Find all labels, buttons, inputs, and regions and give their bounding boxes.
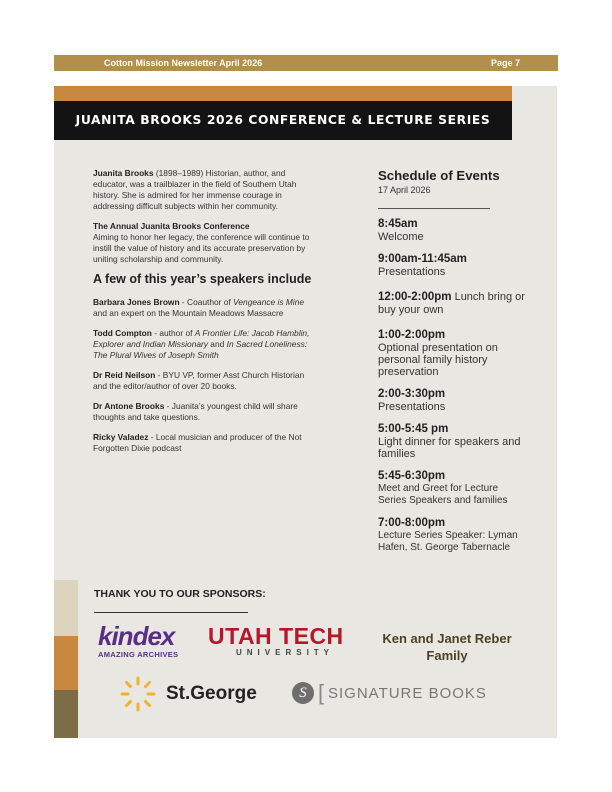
speakers-heading: A few of this year’s speakers include (93, 272, 312, 286)
banner-title: JUANITA BROOKS 2026 CONFERENCE & LECTURE SERIES (75, 113, 491, 127)
event-time: 5:45-6:30pm (378, 470, 446, 482)
intro-column (93, 168, 315, 463)
speaker-item (93, 370, 315, 392)
schedule-title: Schedule of Events (378, 168, 500, 183)
kindex-wordmark: kindex (98, 621, 175, 651)
sidebar-block-olive (54, 690, 78, 738)
book-title: Vengeance is Mine (233, 297, 305, 307)
event-desc: Presentations (378, 401, 446, 413)
bio-paragraph (93, 168, 315, 212)
speaker-text: - Local musician and producer of the Not Forgotten Dixie podcast (93, 432, 302, 453)
speaker-text: - BYU VP, former Asst Church Historian and the editor/author of over 20 books. (93, 370, 305, 391)
orange-accent-strip (54, 86, 512, 101)
st-george-wordmark: St.George (166, 683, 257, 704)
utah-tech-wordmark: UTAH TECH (208, 623, 344, 649)
speaker-item (93, 328, 315, 361)
event-time: 9:00am-11:45am (378, 253, 467, 265)
bracket-icon: [ (318, 680, 325, 705)
sidebar-block-orange (54, 636, 78, 690)
speaker-name: Barbara Jones Brown (93, 297, 180, 307)
event-desc: Light dinner for speakers and families (378, 436, 521, 460)
schedule-event (378, 516, 528, 554)
event-time: 5:00-5:45 pm (378, 423, 449, 435)
conference-text: Aiming to honor her legacy, the conference will continue to instill the value of history and its accurate preservation by uniting scholarship and community. (93, 232, 310, 264)
conference-paragraph (93, 221, 315, 265)
event-time: 1:00-2:00pm (378, 329, 446, 341)
event-time: 12:00-2:00pm (378, 291, 452, 303)
schedule-event (378, 252, 528, 278)
event-desc: Presentations (378, 266, 446, 278)
page-number: Page 7 (490, 58, 520, 68)
conference-heading: The Annual Juanita Brooks Conference (93, 221, 250, 231)
bio-name: Juanita Brooks (93, 168, 154, 178)
kindex-tagline: AMAZING ARCHIVES (98, 650, 179, 659)
conference-banner (54, 101, 512, 140)
sponsors-heading: THANK YOU TO OUR SPONSORS: (94, 588, 266, 600)
speaker-text: - Coauthor of (179, 297, 234, 307)
event-time: 7:00-8:00pm (378, 517, 446, 529)
schedule-date: 17 April 2026 (378, 185, 431, 195)
schedule-divider (378, 208, 490, 209)
schedule-event (378, 217, 528, 243)
schedule-event (378, 290, 528, 316)
speaker-name: Dr Antone Brooks (93, 401, 165, 411)
signature-mark-icon: S (292, 682, 314, 704)
event-time: 8:45am (378, 218, 418, 230)
speaker-name: Todd Compton (93, 328, 152, 338)
event-desc: Lunch bring or buy your own (378, 291, 525, 316)
sun-icon (120, 676, 156, 712)
schedule-event (378, 469, 528, 507)
newsletter-title: Cotton Mission Newsletter April 2026 (104, 58, 263, 68)
kindex-logo (98, 622, 198, 659)
book-title: A Frontier Life: Jacob Hamblin, Explorer and Indian Missionary (93, 328, 310, 349)
event-desc: Lecture Series Speaker: Lyman Hafen, St. George Tabernacle (378, 530, 518, 553)
event-desc: Meet and Greet for Lecture Series Speakers and families (378, 483, 508, 506)
signature-books-wordmark: SIGNATURE BOOKS (328, 685, 487, 702)
speaker-text: - author of (151, 328, 195, 338)
signature-books-logo (292, 682, 492, 708)
event-desc: Optional presentation on personal family history preservation (378, 342, 498, 378)
reber-family-sponsor: Ken and Janet Reber Family (382, 631, 512, 663)
speaker-name: Ricky Valadez (93, 432, 149, 442)
utah-tech-subtitle: UNIVERSITY (236, 648, 335, 657)
speaker-text: and an expert on the Mountain Meadows Massacre (93, 308, 284, 318)
schedule-event (378, 422, 528, 460)
schedule-event (378, 328, 528, 378)
speaker-text: - Juanita’s youngest child will share thoughts and take questions. (93, 401, 298, 422)
speaker-item (93, 401, 315, 423)
book-title: In Sacred Loneliness: The Plural Wives of Joseph Smith (93, 339, 308, 360)
speaker-item (93, 297, 315, 319)
schedule-column (378, 170, 528, 563)
bio-text: (1898–1989) Historian, author, and educator, was a trailblazer in the field of Southern Utah history. She is admired for her immense courage in addressing difficult subjects within her community. (93, 168, 297, 211)
speaker-text: and (207, 339, 227, 349)
st-george-logo (120, 676, 280, 706)
newsletter-header-bar (54, 55, 558, 71)
utah-tech-logo (208, 624, 353, 657)
sidebar-block-beige (54, 580, 78, 636)
sponsors-divider (94, 612, 248, 613)
schedule-event (378, 387, 528, 413)
speaker-item (93, 432, 315, 454)
event-time: 2:00-3:30pm (378, 388, 446, 400)
speaker-name: Dr Reid Neilson (93, 370, 156, 380)
event-desc: Welcome (378, 231, 424, 243)
